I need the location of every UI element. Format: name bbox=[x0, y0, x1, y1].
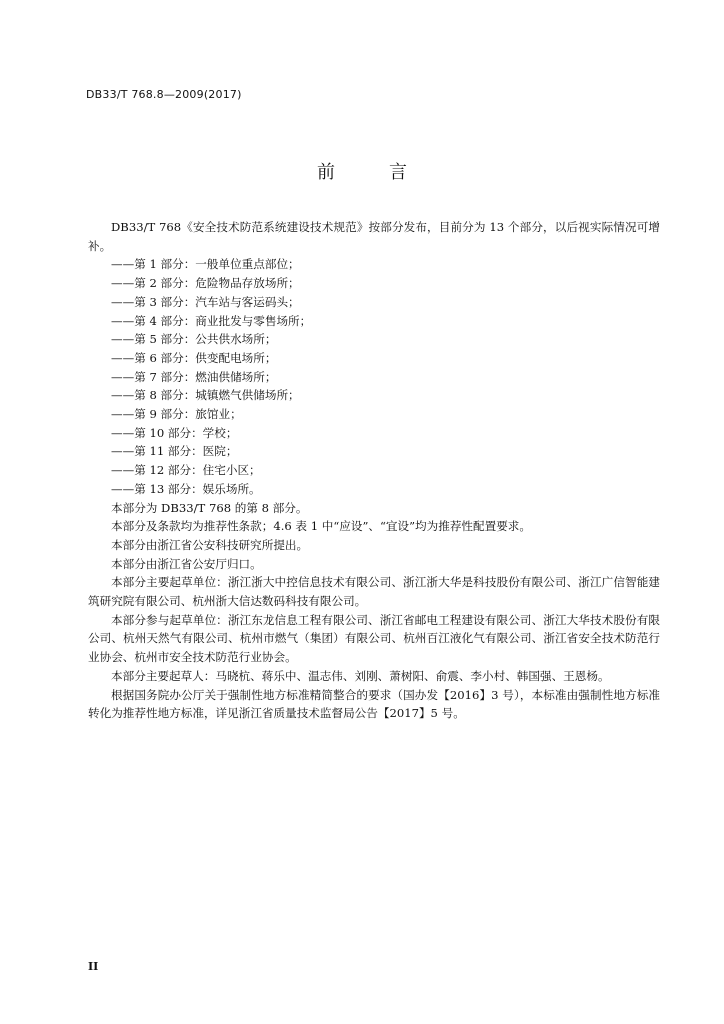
part-list-item: ——第 7 部分：燃油供储场所； bbox=[111, 369, 277, 384]
part-list-item: ——第 3 部分：汽车站与客运码头； bbox=[111, 294, 300, 309]
title-char-2: 言 bbox=[389, 162, 407, 183]
title-char-1: 前 bbox=[317, 162, 335, 183]
part-list-item: ——第 1 部分：一般单位重点部位； bbox=[111, 257, 300, 272]
part-list-item: ——第 8 部分：城镇燃气供储场所； bbox=[111, 388, 300, 403]
paragraph-recommendation: 本部分及条款均为推荐性条款；4.6 表 1 中“应设”、“宜设”均为推荐性配置要求。 bbox=[111, 519, 531, 534]
document-code: DB33/T 768.8—2009(2017) bbox=[86, 88, 242, 101]
part-list-item: ——第 13 部分：娱乐场所。 bbox=[111, 481, 261, 496]
part-list-item: ——第 10 部分：学校； bbox=[111, 425, 238, 440]
part-list-item: ——第 4 部分：商业批发与零售场所； bbox=[111, 313, 312, 328]
page-title bbox=[0, 158, 724, 184]
part-list-item: ——第 9 部分：旅馆业； bbox=[111, 407, 242, 422]
page-number: II bbox=[88, 960, 99, 973]
paragraph-main-drafting-units: 本部分主要起草单位：浙江浙大中控信息技术有限公司、浙江浙大华是科技股份有限公司、浙江广信智能建筑研究院有限公司、杭州浙大信达数码科技有限公司。 bbox=[88, 575, 660, 609]
paragraph-main-drafters: 本部分主要起草人：马晓杭、蒋乐中、温志伟、刘刚、萧树阳、俞震、李小村、韩国强、王恩杨。 bbox=[111, 668, 610, 683]
paragraph-participating-units: 本部分参与起草单位：浙江东龙信息工程有限公司、浙江省邮电工程建设有限公司、浙江大华技术股份有限公司、杭州天然气有限公司、杭州市燃气（集团）有限公司、杭州百江液化气有限公司、浙江省安全技术防范行业协会、杭州市安全技术防范行业协会。 bbox=[88, 612, 660, 665]
intro-paragraph: DB33/T 768《安全技术防范系统建设技术规范》按部分发布，目前分为 13 个部分，以后视实际情况可增补。 bbox=[88, 220, 660, 253]
paragraph-conversion-note: 根据国务院办公厅关于强制性地方标准精简整合的要求（国办发【2016】3 号），本标准由强制性地方标准转化为推荐性地方标准，详见浙江省质量技术监督局公告【2017】5 号。 bbox=[88, 687, 660, 721]
part-list-item: ——第 6 部分：供变配电场所； bbox=[111, 350, 277, 365]
part-list-item: ——第 11 部分：医院； bbox=[111, 444, 238, 459]
paragraph-proposed-by: 本部分由浙江省公安科技研究所提出。 bbox=[111, 537, 309, 552]
part-list-item: ——第 5 部分：公共供水场所； bbox=[111, 332, 277, 347]
part-list-item: ——第 12 部分：住宅小区； bbox=[111, 463, 261, 478]
paragraph-part-number: 本部分为 DB33/T 768 的第 8 部分。 bbox=[111, 500, 308, 515]
foreword-body bbox=[88, 218, 660, 723]
paragraph-under-jurisdiction: 本部分由浙江省公安厅归口。 bbox=[111, 556, 262, 571]
part-list-item: ——第 2 部分：危险物品存放场所； bbox=[111, 276, 300, 291]
